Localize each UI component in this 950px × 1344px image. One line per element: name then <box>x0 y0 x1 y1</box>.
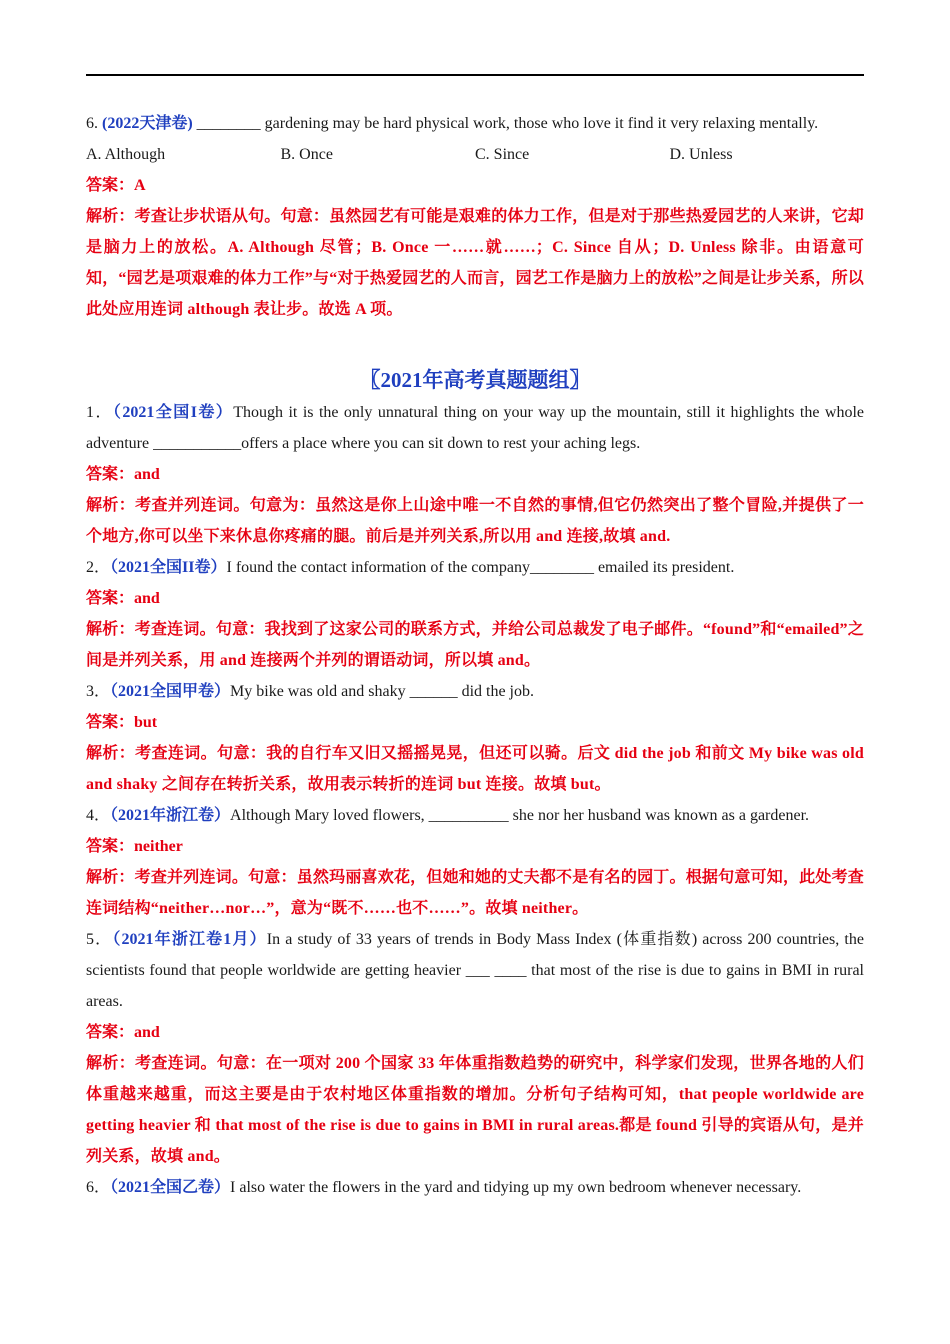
question-number: 2． <box>86 559 111 576</box>
question-source: （2021全国乙卷） <box>110 1179 231 1196</box>
question-text: I also water the flowers in the yard and tidying up my own bedroom whenever necessary. <box>230 1179 802 1196</box>
explanation: 解析：考查并列连词。句意：虽然玛丽喜欢花，但她和她的丈夫都不是有名的园丁。根据句意可知，此处考查连词结构“neither…nor…”，意为“既不……也不……”。故填 neither。 <box>86 869 864 917</box>
options-row <box>86 139 864 170</box>
page-content <box>86 108 864 1203</box>
explanation: 解析：考查连词。句意：我的自行车又旧又摇摇晃晃，但还可以骑。后文 did the job 和前文 My bike was old and shaky 之间存在转折关系，故用表示转折的连词 but 连接。故填 but。 <box>86 745 864 793</box>
answer: 答案：A <box>86 177 146 194</box>
option-d: D. Unless <box>669 146 733 163</box>
explanation: 解析：考查并列连词。句意为：虽然这是你上山途中唯一不自然的事情,但它仍然突出了整个冒险,并提供了一个地方,你可以坐下来休息你疼痛的腿。前后是并列关系,所以用 and 连接,故填 and. <box>86 497 864 545</box>
question-item <box>86 924 864 1017</box>
question-item <box>86 397 864 459</box>
question-text: Though it is the only unnatural thing on your way up the mountain, still it highlights the whole adventure ___________offers a place where you can sit down to rest your aching legs. <box>86 404 864 452</box>
option-a: A. Although <box>86 146 166 163</box>
explanation: 解析：考查让步状语从句。句意：虽然园艺有可能是艰难的体力工作，但是对于那些热爱园艺的人来讲，它却是脑力上的放松。A. Although 尽管；B. Once 一……就……；C. Since 自从；D. Unless 除非。由语意可知，“园艺是项艰难的体力工作”与“对于热爱园艺的人而言，园艺工作是脑力上的放松”之间是让步关系，所以此处应用连词 although 表让步。故选 A 项。 <box>86 208 865 318</box>
question-number: 1． <box>86 404 113 421</box>
answer: 答案：and <box>86 1024 160 1041</box>
question-number: 4． <box>86 807 111 824</box>
question-source: （2021全国II卷） <box>110 559 227 576</box>
question-text: In a study of 33 years of trends in Body Mass Index (体重指数) across 200 countries, the scientists found that people worldwide are getting heavier ___ ____ that most of the rise is due to gains in BMI in rural areas. <box>86 931 864 1010</box>
question-item <box>86 676 864 707</box>
question-number: 5． <box>86 931 113 948</box>
question-2022-6 <box>86 108 864 139</box>
question-number: 3． <box>86 683 111 700</box>
section-title: 〖2021年高考真题题组〗 <box>359 368 591 392</box>
option-c: C. Since <box>475 146 530 163</box>
header-rule <box>86 74 864 76</box>
question-item <box>86 552 864 583</box>
answer: 答案：and <box>86 466 160 483</box>
question-number: 6． <box>86 1179 111 1196</box>
explanation: 解析：考查连词。句意：在一项对 200 个国家 33 年体重指数趋势的研究中，科学家们发现，世界各地的人们体重越来越重，而这主要是由于农村地区体重指数的增加。分析句子结构可知，that people worldwide are getting heavier 和 that most of the rise is due to gains in BMI in rural areas.都是 found 引导的宾语从句，是并列关系，故填 and。 <box>86 1055 864 1165</box>
explanation: 解析：考查连词。句意：我找到了这家公司的联系方式，并给公司总裁发了电子邮件。“found”和“emailed”之间是并列关系，用 and 连接两个并列的谓语动词，所以填 and。 <box>86 621 864 669</box>
question-source: （2021年浙江卷1月） <box>112 931 267 948</box>
question-text: My bike was old and shaky ______ did the job. <box>230 683 534 700</box>
question-item <box>86 1172 864 1203</box>
answer: 答案：but <box>86 714 158 731</box>
question-text: ________ gardening may be hard physical work, those who love it find it very relaxing mentally. <box>192 115 819 132</box>
question-source: （2021全国甲卷） <box>110 683 231 700</box>
answer: 答案：neither <box>86 838 183 855</box>
question-text: I found the contact information of the company________ emailed its president. <box>226 559 735 576</box>
question-text: Although Mary loved flowers, __________ she nor her husband was known as a gardener. <box>230 807 810 824</box>
question-item <box>86 800 864 831</box>
option-b: B. Once <box>280 146 333 163</box>
question-source: （2021全国I卷） <box>112 404 234 421</box>
question-number: 6. <box>86 115 102 132</box>
question-source: （2021年浙江卷） <box>110 807 231 824</box>
answer: 答案：and <box>86 590 160 607</box>
question-source: (2022天津卷) <box>102 115 193 132</box>
